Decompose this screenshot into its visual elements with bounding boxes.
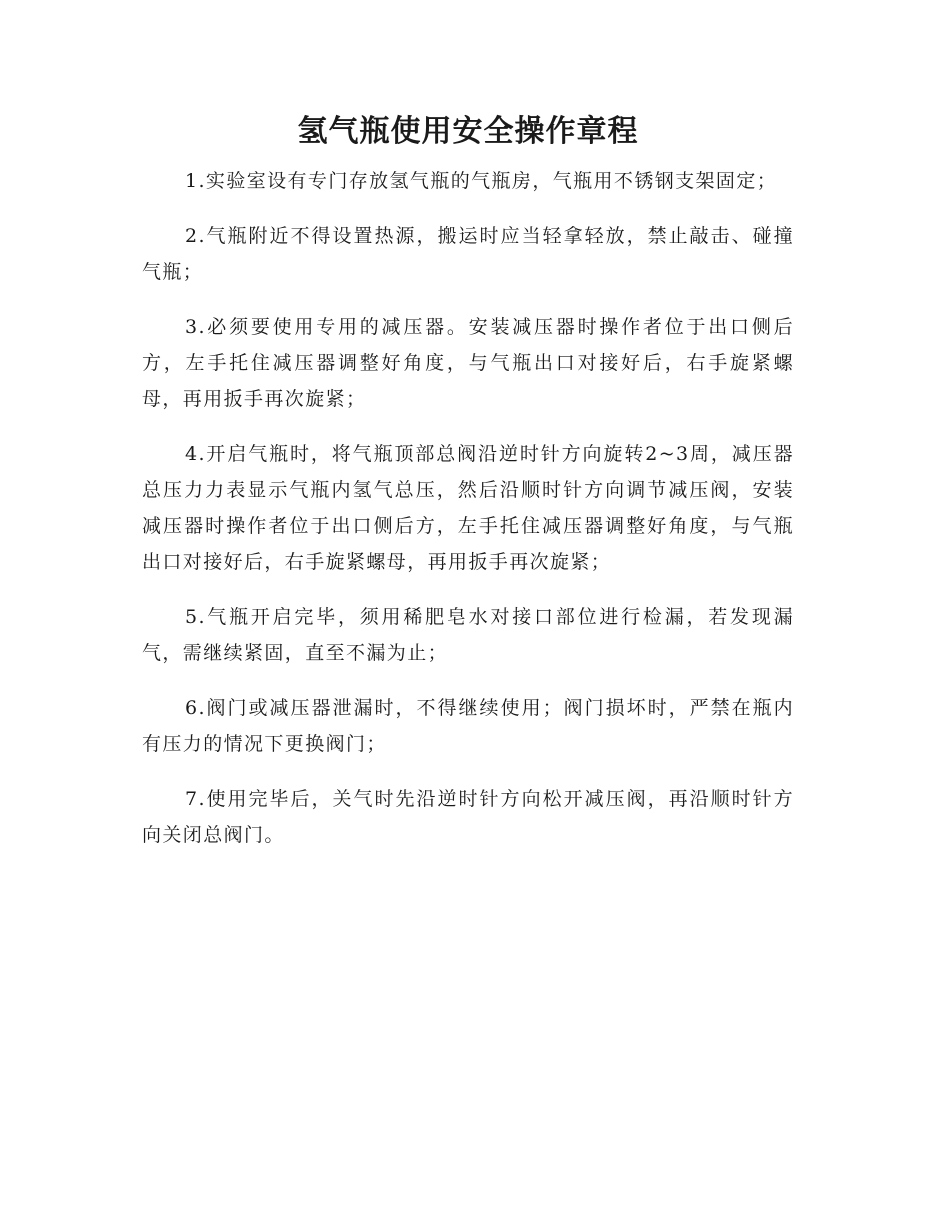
paragraph-6: 6.阀门或减压器泄漏时，不得继续使用；阀门损坏时，严禁在瓶内有压力的情况下更换阀门； xyxy=(142,697,794,755)
paragraph-3: 3.必须要使用专用的减压器。安装减压器时操作者位于出口侧后方，左手托住减压器调整好角度，与气瓶出口对接好后，右手旋紧螺母，再用扳手再次旋紧； xyxy=(142,316,794,410)
paragraph-4: 4.开启气瓶时，将气瓶顶部总阀沿逆时针方向旋转2~3周，减压器总压力力表显示气瓶内氢气总压，然后沿顺时针方向调节减压阀，安装减压器时操作者位于出口侧后方，左手托住减压器调整好角度，与气瓶出口对接好后，右手旋紧螺母，再用扳手再次旋紧； xyxy=(142,443,794,573)
paragraph-2: 2.气瓶附近不得设置热源，搬运时应当轻拿轻放，禁止敲击、碰撞气瓶； xyxy=(142,225,794,283)
document-title: 氢气瓶使用安全操作章程 xyxy=(297,114,639,149)
document-page xyxy=(142,108,794,872)
paragraph-1: 1.实验室设有专门存放氢气瓶的气瓶房，气瓶用不锈钢支架固定； xyxy=(185,170,778,192)
paragraph-5: 5.气瓶开启完毕，须用稀肥皂水对接口部位进行检漏，若发现漏气，需继续紧固，直至不漏为止； xyxy=(142,606,794,664)
paragraph-7: 7.使用完毕后，关气时先沿逆时针方向松开减压阀，再沿顺时针方向关闭总阀门。 xyxy=(142,788,794,846)
